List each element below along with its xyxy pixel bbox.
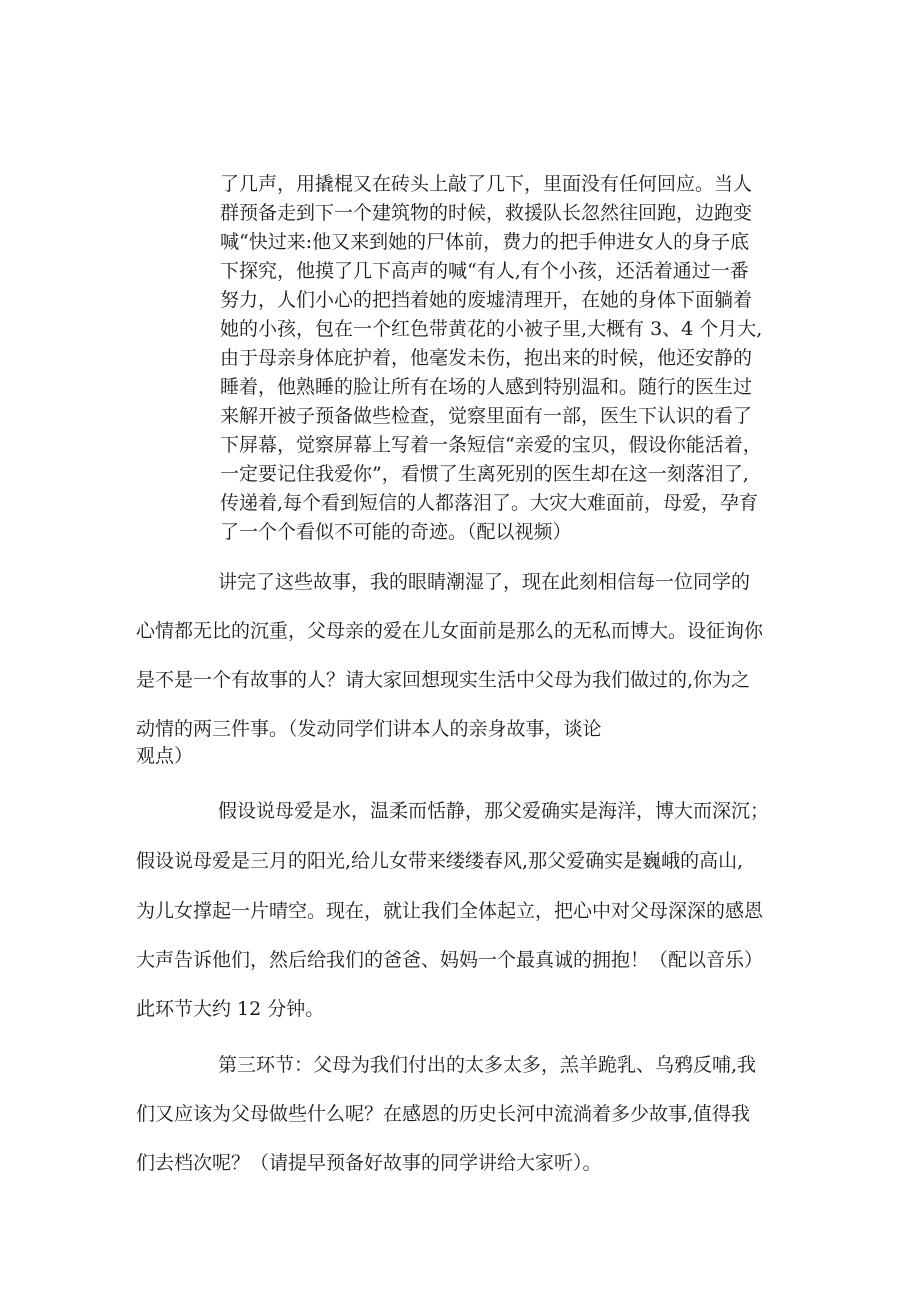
story-line: 努力，人们小心的把挡着她的废墟清理开，在她的身体下面躺着 xyxy=(220,289,753,311)
paragraph-line: 是不是一个有故事的人？请大家回想现实生活中父母为我们做过的,你为之 xyxy=(136,669,751,691)
story-line: 她的小孩，包在一个红色带黄花的小被子里,大概有 3、4 个月大, xyxy=(220,318,763,340)
story-line: 传递着,每个看到短信的人都落泪了。大灾大难面前，母爱，孕育 xyxy=(220,492,759,514)
story-line: 由于母亲身体庇护着，他毫发未伤，抱出来的时候，他还安静的 xyxy=(220,347,753,369)
paragraph-line: 第三环节：父母为我们付出的太多太多，羔羊跪乳、乌鸦反哺,我 xyxy=(218,1054,757,1076)
story-line: 了一个个看似不可能的奇迹。（配以视频） xyxy=(220,521,572,543)
paragraph-line: 观点） xyxy=(136,745,194,767)
story-line: 一定要记住我爱你”，看惯了生离死别的医生却在这一刻落泪了, xyxy=(220,463,749,485)
story-line: 群预备走到下一个建筑物的时候，救援队长忽然往回跑，边跑变 xyxy=(220,202,753,224)
paragraph-line: 讲完了这些故事，我的眼睛潮湿了，现在此刻相信每一位同学的 xyxy=(218,571,751,593)
story-line: 来解开被子预备做些检查，觉察里面有一部，医生下认识的看了 xyxy=(220,405,753,427)
paragraph-line: 动情的两三件事。（发动同学们讲本人的亲身故事，谈论 xyxy=(136,718,602,740)
paragraph-line: 大声告诉他们，然后给我们的爸爸、妈妈一个最真诚的拥抱！（配以音乐） xyxy=(136,949,764,971)
paragraph-line: 心情都无比的沉重，父母亲的爱在儿女面前是那么的无私而博大。设征询你 xyxy=(136,620,764,642)
paragraph-line: 假设说母爱是三月的阳光,给儿女带来缕缕春风,那父爱确实是巍峨的高山, xyxy=(136,850,744,872)
paragraph-line: 假设说母爱是水，温柔而恬静，那父爱确实是海洋，博大而深沉； xyxy=(218,800,770,822)
story-line: 下探究，他摸了几下高声的喊“有人,有个小孩，还活着通过一番 xyxy=(220,260,749,282)
paragraph-line: 们去档次呢？（请提早预备好故事的同学讲给大家听）。 xyxy=(136,1152,602,1174)
story-line: 了几声，用撬棍又在砖头上敲了几下，里面没有任何回应。当人 xyxy=(220,173,753,195)
paragraph-line: 们又应该为父母做些什么呢？在感恩的历史长河中流淌着多少故事,值得我 xyxy=(136,1103,751,1125)
story-line: 喊“快过来:他又来到她的尸体前，费力的把手伸进女人的身子底 xyxy=(220,231,750,253)
paragraph-line: 为儿女撑起一片晴空。现在，就让我们全体起立，把心中对父母深深的感恩 xyxy=(136,900,764,922)
story-line: 睡着，他熟睡的脸让所有在场的人感到特别温和。随行的医生过 xyxy=(220,376,753,398)
story-line: 下屏幕，觉察屏幕上写着一条短信“亲爱的宝贝，假设你能活着， xyxy=(220,434,762,456)
paragraph-line: 此环节大约 12 分钟。 xyxy=(136,998,325,1020)
